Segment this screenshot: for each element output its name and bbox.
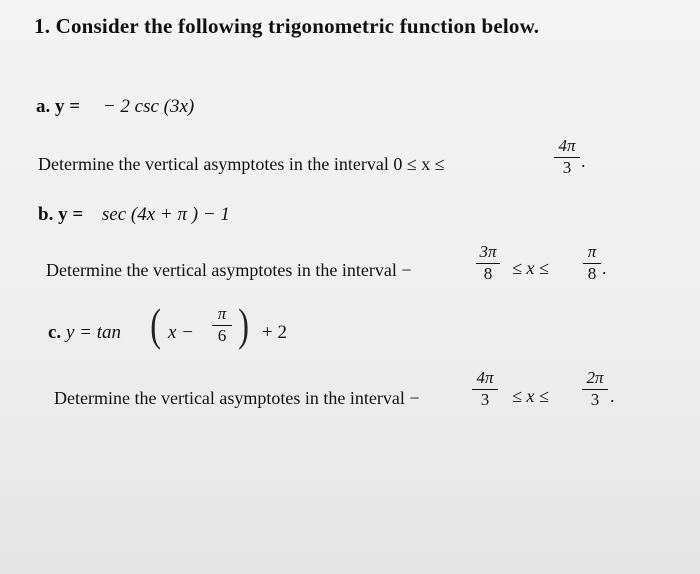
part-c-question: Determine the vertical asymptotes in the interval − [54,388,420,408]
part-c-lhs: y = tan [65,322,121,343]
part-b-question: Determine the vertical asymptotes in the interval − [46,260,412,280]
part-c-inner-left: x − [168,322,195,343]
part-c-equation-lhs [48,322,121,344]
part-a-upper-den: 3 [562,158,572,177]
part-a-period: . [581,151,586,171]
part-a-upper-num: 4π [558,136,576,155]
part-c-lower-num: 4π [476,368,494,387]
part-c-upper-den: 3 [590,390,600,409]
part-c-inner-fraction [212,304,232,346]
part-a-upper-bound [554,136,580,178]
part-c-inner-num: π [217,304,227,323]
part-c-upper-num: 2π [586,368,604,387]
part-b-equation [38,204,230,226]
part-b-inequality: ≤ x ≤ [512,258,549,278]
part-c-inner-den: 6 [217,326,227,345]
part-c-label: c. [48,322,62,343]
part-b-period: . [602,258,607,278]
part-c-inequality: ≤ x ≤ [512,386,549,406]
problem-title: 1. Consider the following trigonometric function below. [34,14,540,38]
part-b-upper-num: π [587,242,597,261]
part-b-lower-bound [476,242,500,284]
part-b-upper-bound [583,242,601,284]
part-c-period: . [610,386,615,406]
part-c-upper-bound [582,368,608,410]
part-b-lhs: y = [58,204,84,225]
part-a-expression: − 2 csc (3x) [102,96,195,117]
part-b-upper-den: 8 [587,264,597,283]
part-c-lower-bound [472,368,498,410]
part-b-label: b. [38,204,54,225]
part-b-lower-num: 3π [479,242,497,261]
part-b-lower-den: 8 [483,264,493,283]
part-c-left-paren: ( [150,299,162,350]
part-a-lhs: y = [55,96,81,117]
part-a-equation [36,96,194,118]
part-c-lower-den: 3 [480,390,490,409]
part-a-question: Determine the vertical asymptotes in the interval 0 ≤ x ≤ [38,154,445,174]
part-c-right-paren: ) [238,299,250,350]
part-a-label: a. [36,96,51,117]
part-c-tail: + 2 [262,322,287,343]
part-b-expression: sec (4x + π ) − 1 [101,204,230,225]
